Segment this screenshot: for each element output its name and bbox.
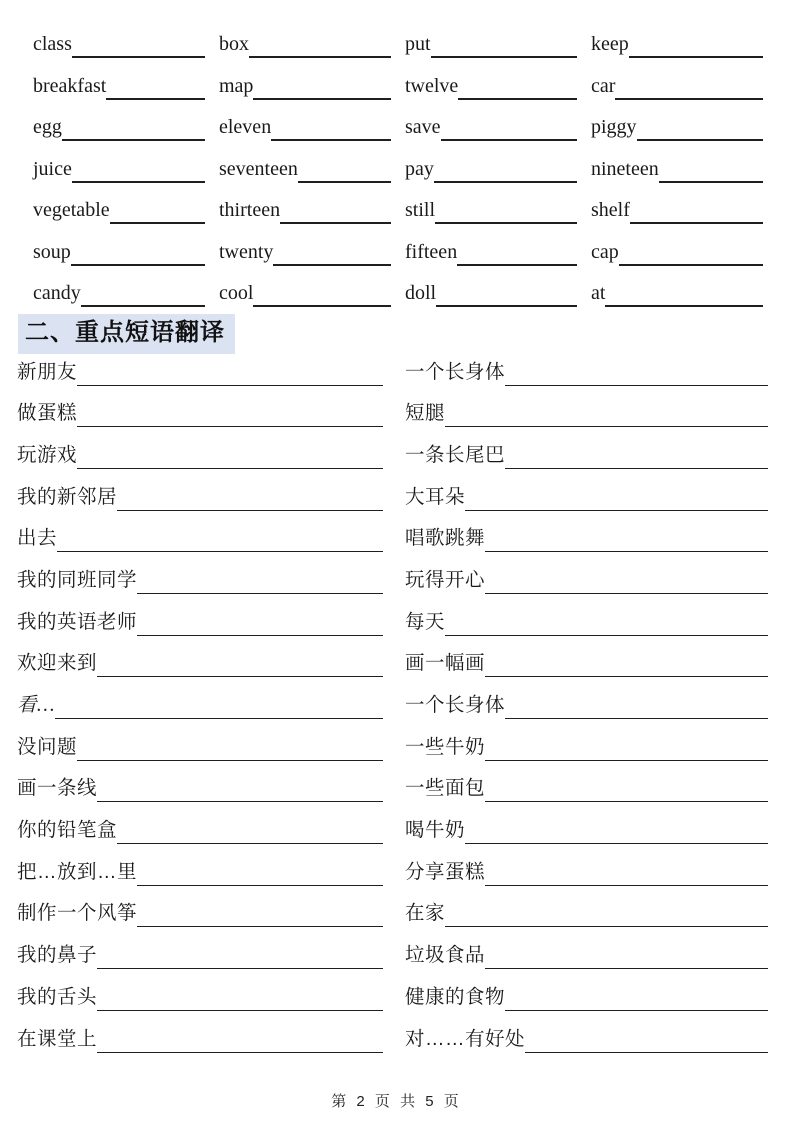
answer-blank-line <box>55 693 383 719</box>
vocab-item <box>219 282 391 324</box>
answer-blank-line <box>273 241 391 266</box>
vocab-item <box>219 75 391 117</box>
phrase-label: 看… <box>17 695 55 716</box>
vocab-word-label: save <box>405 116 441 138</box>
answer-blank-line <box>117 485 383 511</box>
vocab-word-label: still <box>405 199 436 221</box>
phrase-label: 我的英语老师 <box>17 610 138 633</box>
vocab-word-label: twenty <box>219 240 274 263</box>
vocab-word-label: cap <box>591 240 619 263</box>
vocab-word-label: box <box>219 33 249 55</box>
page-footer <box>0 1090 793 1111</box>
phrase-item <box>405 1027 768 1069</box>
answer-blank-line <box>615 75 763 100</box>
vocab-item <box>33 33 205 75</box>
vocab-item <box>219 199 391 241</box>
phrase-item <box>17 568 383 610</box>
phrase-label: 对……有好处 <box>405 1027 526 1050</box>
phrase-label: 健康的食物 <box>405 985 506 1008</box>
answer-blank-line <box>465 485 768 511</box>
answer-blank-line <box>97 985 383 1011</box>
answer-blank-line <box>97 776 383 802</box>
phrase-item <box>17 818 383 860</box>
phrase-item <box>405 985 768 1027</box>
vocab-item <box>219 158 391 200</box>
answer-blank-line <box>436 282 577 307</box>
phrase-item <box>17 860 383 902</box>
vocab-word-label: car <box>591 74 616 97</box>
phrase-item <box>17 735 383 777</box>
phrase-label: 你的铅笔盒 <box>17 819 118 842</box>
answer-blank-line <box>106 75 205 100</box>
vocab-item <box>405 241 577 283</box>
vocab-item <box>33 241 205 283</box>
vocab-item <box>219 116 391 158</box>
phrase-label: 玩得开心 <box>405 568 486 591</box>
phrase-item <box>17 901 383 943</box>
answer-blank-line <box>97 651 383 677</box>
vocab-word-label: nineteen <box>591 157 659 180</box>
answer-blank-line <box>629 33 763 58</box>
vocab-word-label: seventeen <box>219 157 298 180</box>
answer-blank-line <box>110 199 205 224</box>
phrase-label: 一些牛奶 <box>405 735 486 758</box>
answer-blank-line <box>485 735 768 761</box>
answer-blank-line <box>619 241 763 266</box>
answer-blank-line <box>605 282 763 307</box>
answer-blank-line <box>435 199 577 224</box>
answer-blank-line <box>485 526 768 552</box>
phrase-label: 出去 <box>17 527 58 550</box>
answer-blank-line <box>659 158 763 183</box>
answer-blank-line <box>62 116 205 141</box>
phrase-item <box>405 610 768 652</box>
answer-blank-line <box>280 199 391 224</box>
phrase-label: 喝牛奶 <box>405 819 466 842</box>
answer-blank-line <box>457 241 577 266</box>
vocab-item <box>405 158 577 200</box>
answer-blank-line <box>249 33 391 58</box>
section-heading-text: 二、重点短语翻译 <box>18 314 235 354</box>
phrase-label: 短腿 <box>405 402 446 425</box>
vocab-word-label: doll <box>405 282 437 304</box>
vocab-item <box>591 158 763 200</box>
vocab-item <box>591 75 763 117</box>
vocab-item <box>405 116 577 158</box>
phrase-label: 我的新邻居 <box>17 485 118 508</box>
phrase-label: 做蛋糕 <box>17 402 78 425</box>
vocab-word-label: put <box>405 33 431 55</box>
answer-blank-line <box>485 860 768 886</box>
vocab-word-label: egg <box>33 116 62 138</box>
phrase-label: 一个长身体 <box>405 694 506 716</box>
answer-blank-line <box>81 282 205 307</box>
answer-blank-line <box>505 985 768 1011</box>
phrase-item <box>405 401 768 443</box>
vocab-item <box>591 282 763 324</box>
phrase-item <box>405 693 768 735</box>
answer-blank-line <box>253 75 391 100</box>
phrase-label: 我的同班同学 <box>17 568 138 591</box>
answer-blank-line <box>525 1027 768 1053</box>
phrase-translation-grid <box>0 360 793 1069</box>
vocab-word-label: candy <box>33 282 81 304</box>
vocab-item <box>33 158 205 200</box>
vocab-word-label: at <box>591 282 606 304</box>
phrase-label: 在家 <box>405 902 446 925</box>
phrase-label: 我的鼻子 <box>17 944 98 967</box>
answer-blank-line <box>137 568 383 594</box>
answer-blank-line <box>97 1027 383 1053</box>
vocab-word-label: thirteen <box>219 199 281 221</box>
answer-blank-line <box>505 443 768 469</box>
answer-blank-line <box>431 33 577 58</box>
phrase-label: 画一条线 <box>17 777 98 800</box>
answer-blank-line <box>445 401 768 427</box>
vocab-item <box>405 199 577 241</box>
vocab-word-label: breakfast <box>33 74 107 97</box>
phrase-label: 每天 <box>405 610 446 633</box>
phrase-item <box>17 985 383 1027</box>
answer-blank-line <box>485 776 768 802</box>
phrase-item <box>17 651 383 693</box>
answer-blank-line <box>485 943 768 969</box>
answer-blank-line <box>137 901 383 927</box>
vocab-item <box>591 116 763 158</box>
vocab-word-label: keep <box>591 33 629 55</box>
phrase-label: 把…放到…里 <box>17 860 138 883</box>
answer-blank-line <box>117 818 383 844</box>
vocab-item <box>33 116 205 158</box>
phrase-item <box>405 360 768 402</box>
phrase-item <box>405 901 768 943</box>
answer-blank-line <box>434 158 577 183</box>
answer-blank-line <box>57 526 383 552</box>
answer-blank-line <box>485 568 768 594</box>
answer-blank-line <box>465 818 768 844</box>
vocab-word-label: piggy <box>591 116 637 138</box>
phrase-label: 玩游戏 <box>17 443 78 466</box>
vocab-word-label: shelf <box>591 199 630 221</box>
phrase-item <box>405 651 768 693</box>
vocab-word-label: eleven <box>219 116 272 138</box>
vocab-word-label: pay <box>405 157 434 180</box>
phrase-item <box>17 610 383 652</box>
phrase-item <box>405 443 768 485</box>
answer-blank-line <box>637 116 763 141</box>
phrase-item <box>17 401 383 443</box>
vocab-word-label: vegetable <box>33 199 110 221</box>
phrase-label: 垃圾食品 <box>405 944 486 967</box>
phrase-item <box>17 485 383 527</box>
phrase-item <box>17 693 383 735</box>
phrase-label: 我的舌头 <box>17 985 98 1008</box>
phrase-label: 制作一个风筝 <box>17 902 138 925</box>
answer-blank-line <box>505 693 768 719</box>
answer-blank-line <box>71 241 205 266</box>
phrase-item <box>405 568 768 610</box>
phrase-item <box>17 1027 383 1069</box>
answer-blank-line <box>77 401 383 427</box>
phrase-label: 欢迎来到 <box>17 652 98 675</box>
answer-blank-line <box>458 75 577 100</box>
answer-blank-line <box>253 282 391 307</box>
answer-blank-line <box>298 158 391 183</box>
vocab-word-label: map <box>219 74 254 97</box>
vocab-item <box>405 33 577 75</box>
phrase-item <box>405 735 768 777</box>
answer-blank-line <box>72 33 205 58</box>
answer-blank-line <box>630 199 763 224</box>
vocab-word-label: cool <box>219 282 254 304</box>
vocab-word-label: fifteen <box>405 240 458 263</box>
phrase-label: 一条长尾巴 <box>405 443 506 466</box>
vocab-word-label: class <box>33 33 72 55</box>
vocab-word-label: twelve <box>405 74 459 97</box>
phrase-item <box>405 776 768 818</box>
answer-blank-line <box>445 610 768 636</box>
answer-blank-line <box>137 860 383 886</box>
phrase-label: 新朋友 <box>17 360 78 383</box>
phrase-item <box>17 360 383 402</box>
answer-blank-line <box>271 116 391 141</box>
phrase-item <box>17 943 383 985</box>
phrase-label: 没问题 <box>17 735 78 758</box>
vocab-item <box>33 75 205 117</box>
vocab-item <box>591 33 763 75</box>
phrase-label: 大耳朵 <box>405 485 466 508</box>
vocab-word-label: juice <box>33 157 72 180</box>
vocab-item <box>405 282 577 324</box>
vocab-item <box>591 199 763 241</box>
vocab-item <box>405 75 577 117</box>
phrase-label: 一个长身体 <box>405 360 506 383</box>
answer-blank-line <box>97 943 383 969</box>
vocab-item <box>219 241 391 283</box>
answer-blank-line <box>77 443 383 469</box>
page-indicator: 第 2 页 共 5 页 <box>331 1093 462 1110</box>
phrase-item <box>17 526 383 568</box>
phrase-item <box>405 860 768 902</box>
phrase-item <box>17 443 383 485</box>
phrase-item <box>405 485 768 527</box>
phrase-item <box>405 943 768 985</box>
phrase-label: 在课堂上 <box>17 1027 98 1050</box>
phrase-label: 唱歌跳舞 <box>405 527 486 550</box>
phrase-item <box>405 526 768 568</box>
answer-blank-line <box>445 901 768 927</box>
answer-blank-line <box>72 158 205 183</box>
phrase-item <box>405 818 768 860</box>
phrase-label: 一些面包 <box>405 777 486 800</box>
vocabulary-word-grid <box>0 33 793 324</box>
vocab-item <box>591 241 763 283</box>
answer-blank-line <box>505 360 768 386</box>
answer-blank-line <box>441 116 577 141</box>
answer-blank-line <box>137 610 383 636</box>
phrase-label: 分享蛋糕 <box>405 860 486 883</box>
vocab-item <box>33 199 205 241</box>
phrase-label: 画一幅画 <box>405 652 486 675</box>
vocab-item <box>219 33 391 75</box>
answer-blank-line <box>77 735 383 761</box>
answer-blank-line <box>77 360 383 386</box>
vocab-word-label: soup <box>33 240 71 263</box>
answer-blank-line <box>485 651 768 677</box>
phrase-item <box>17 776 383 818</box>
